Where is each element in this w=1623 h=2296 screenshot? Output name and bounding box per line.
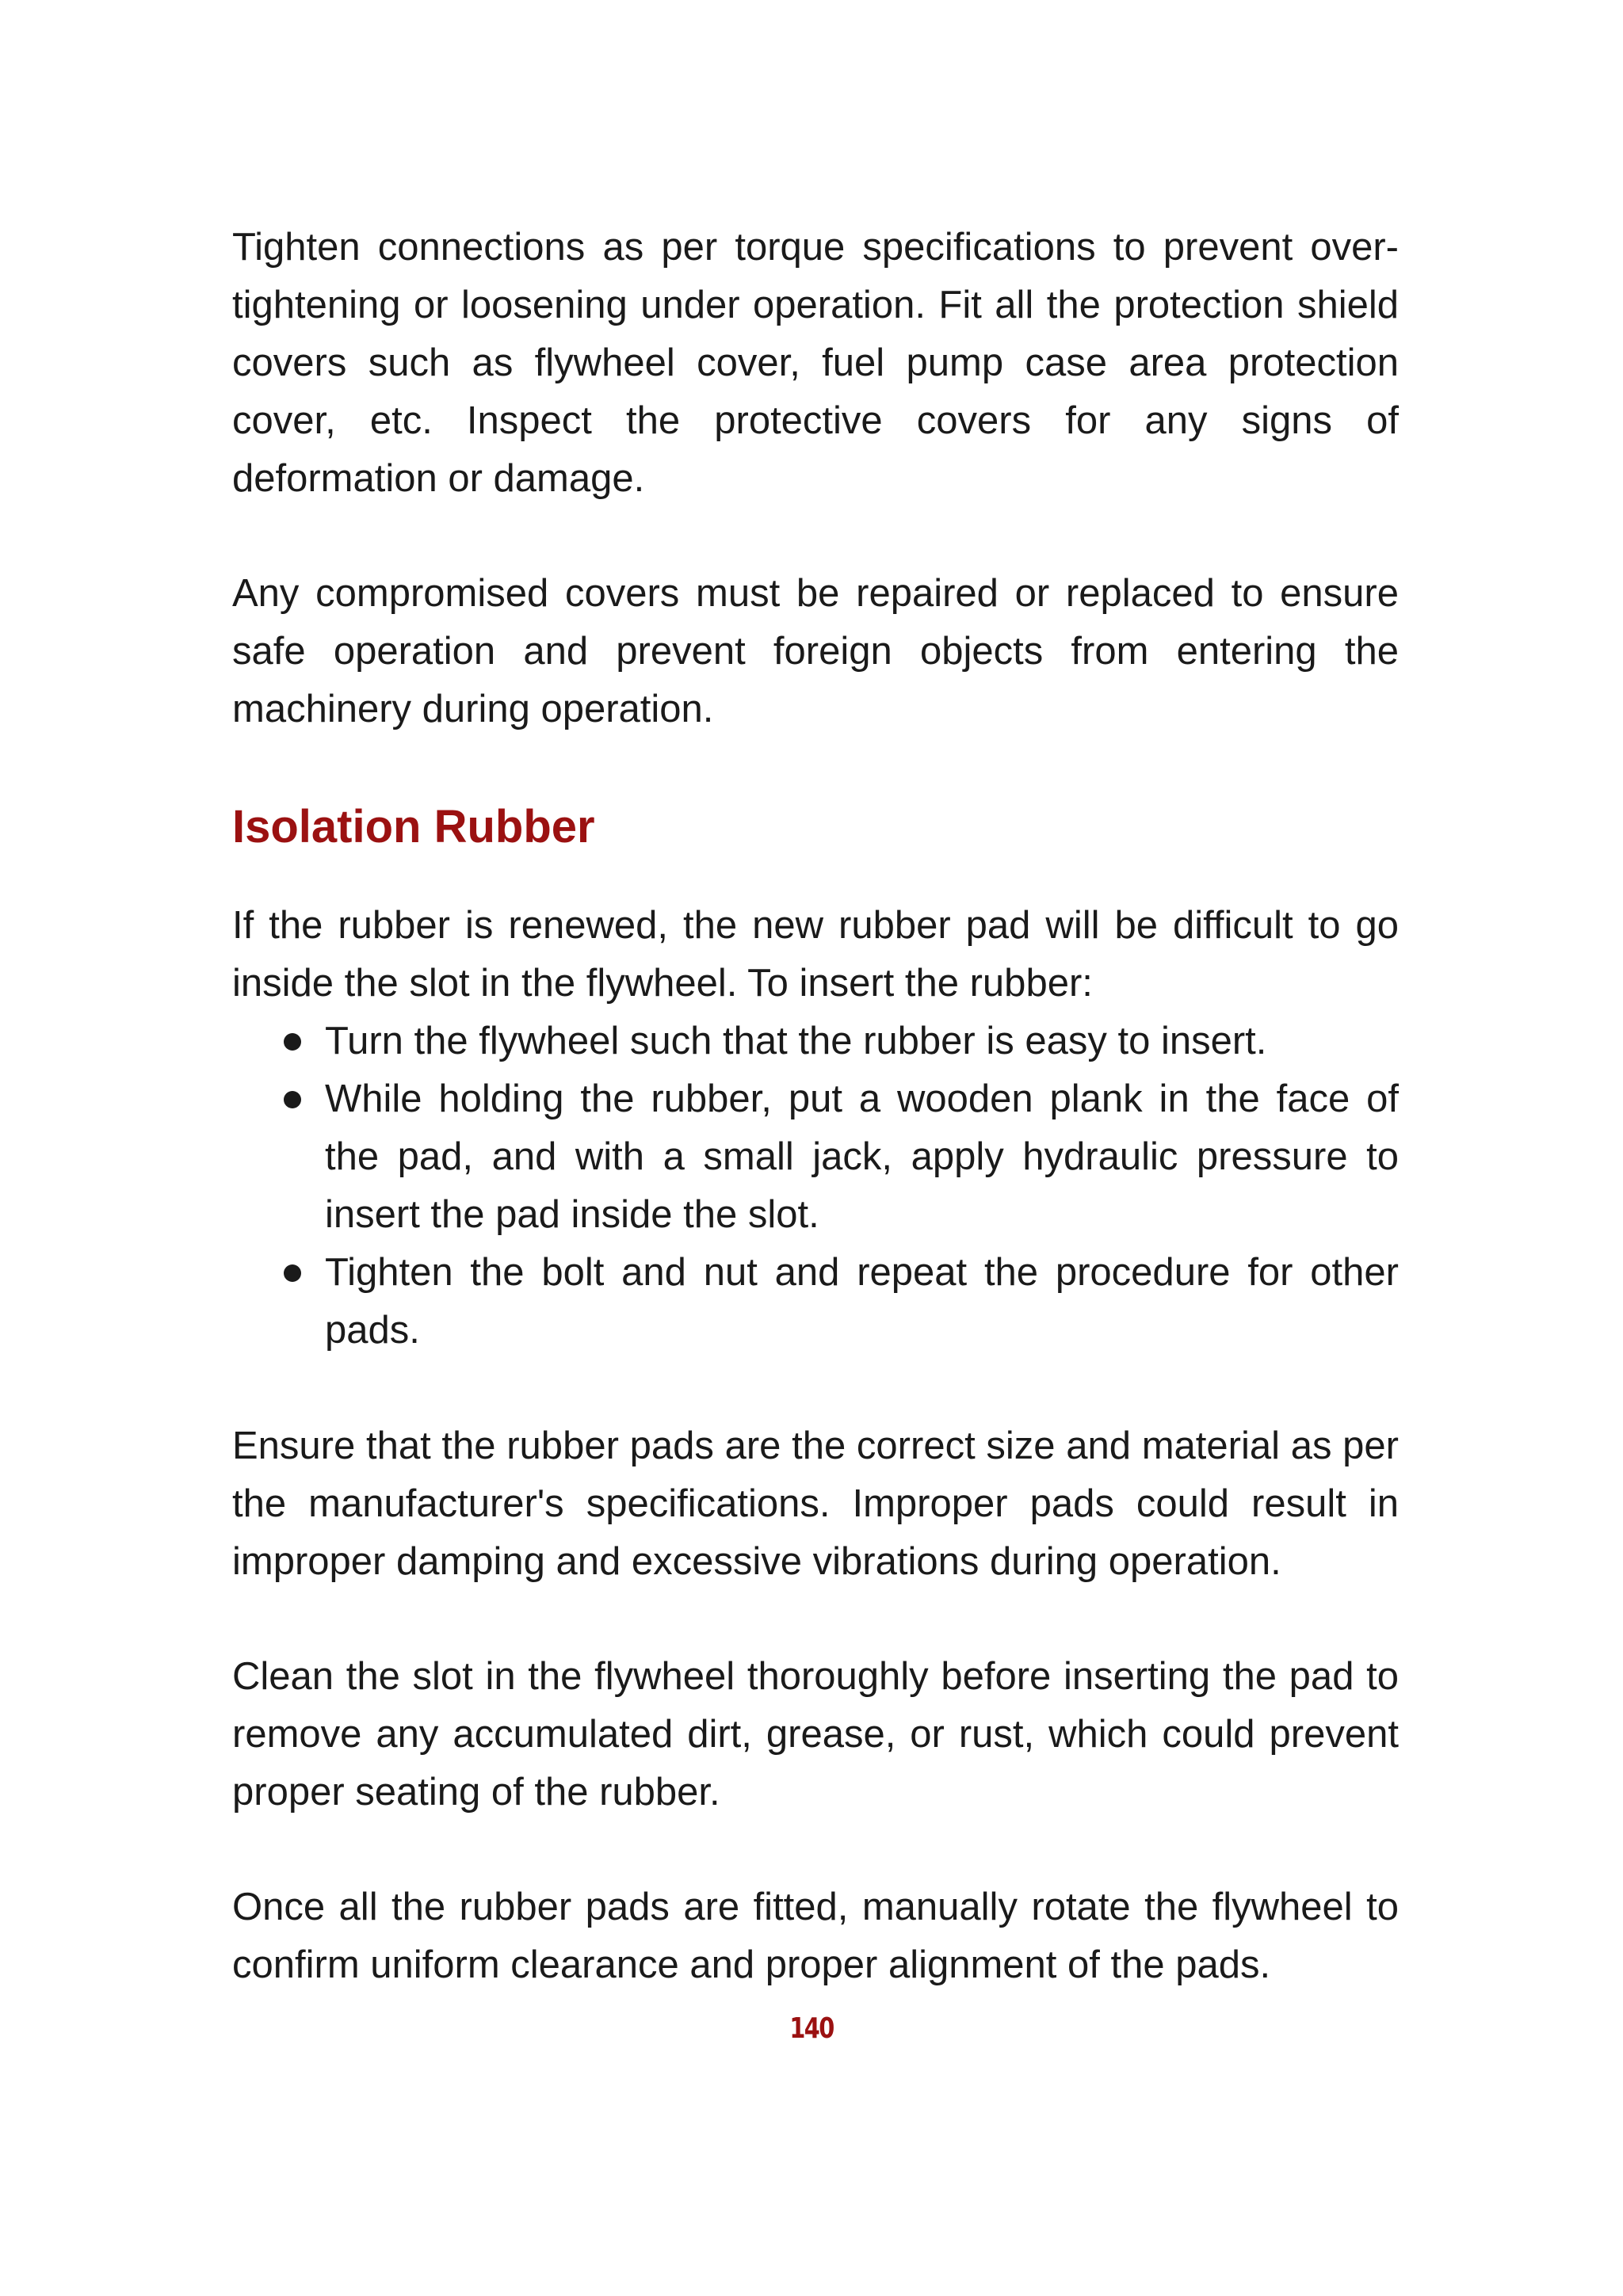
bullet-list <box>232 1013 1399 1360</box>
list-item-text: While holding the rubber, put a wooden plank in the face of the pad, and with a small jack, apply hydraulic pressure to insert the pad inside the slot. <box>325 1077 1399 1236</box>
paragraph-torque: Tighten connections as per torque specifications to prevent over-tightening or loosening under operation. Fit all the protection shield covers such as flywheel cover, fuel pump case area protection cover, etc. Inspect the protective covers for any signs of deformation or damage. <box>232 226 1399 500</box>
bullet-icon <box>284 1264 301 1282</box>
paragraph-pad-specs: Ensure that the rubber pads are the correct size and material as per the manufacturer's specifications. Improper pads could result in improper damping and excessive vibrations during operation. <box>232 1425 1399 1583</box>
paragraph-compromised-covers: Any compromised covers must be repaired or replaced to ensure safe operation and prevent foreign objects from entering the machinery during operation. <box>232 572 1399 730</box>
section-heading: Isolation Rubber <box>232 801 595 852</box>
paragraph-clean-slot: Clean the slot in the flywheel thoroughly before inserting the pad to remove any accumulated dirt, grease, or rust, which could prevent proper seating of the rubber. <box>232 1655 1399 1814</box>
list-item <box>232 1013 1399 1070</box>
document-body <box>232 219 1399 1994</box>
paragraph-intro: If the rubber is renewed, the new rubber pad will be difficult to go inside the slot in the flywheel. To insert the rubber: <box>232 904 1399 1005</box>
list-item-text: Tighten the bolt and nut and repeat the procedure for other pads. <box>325 1251 1399 1352</box>
paragraph-rotate-flywheel: Once all the rubber pads are fitted, manually rotate the flywheel to confirm uniform clearance and proper alignment of the pads. <box>232 1886 1399 1986</box>
list-item <box>232 1070 1399 1244</box>
bullet-icon <box>284 1091 301 1108</box>
list-item-text: Turn the flywheel such that the rubber is easy to insert. <box>325 1020 1267 1062</box>
page-number: 140 <box>789 2012 834 2045</box>
list-item <box>232 1244 1399 1360</box>
bullet-icon <box>284 1033 301 1051</box>
